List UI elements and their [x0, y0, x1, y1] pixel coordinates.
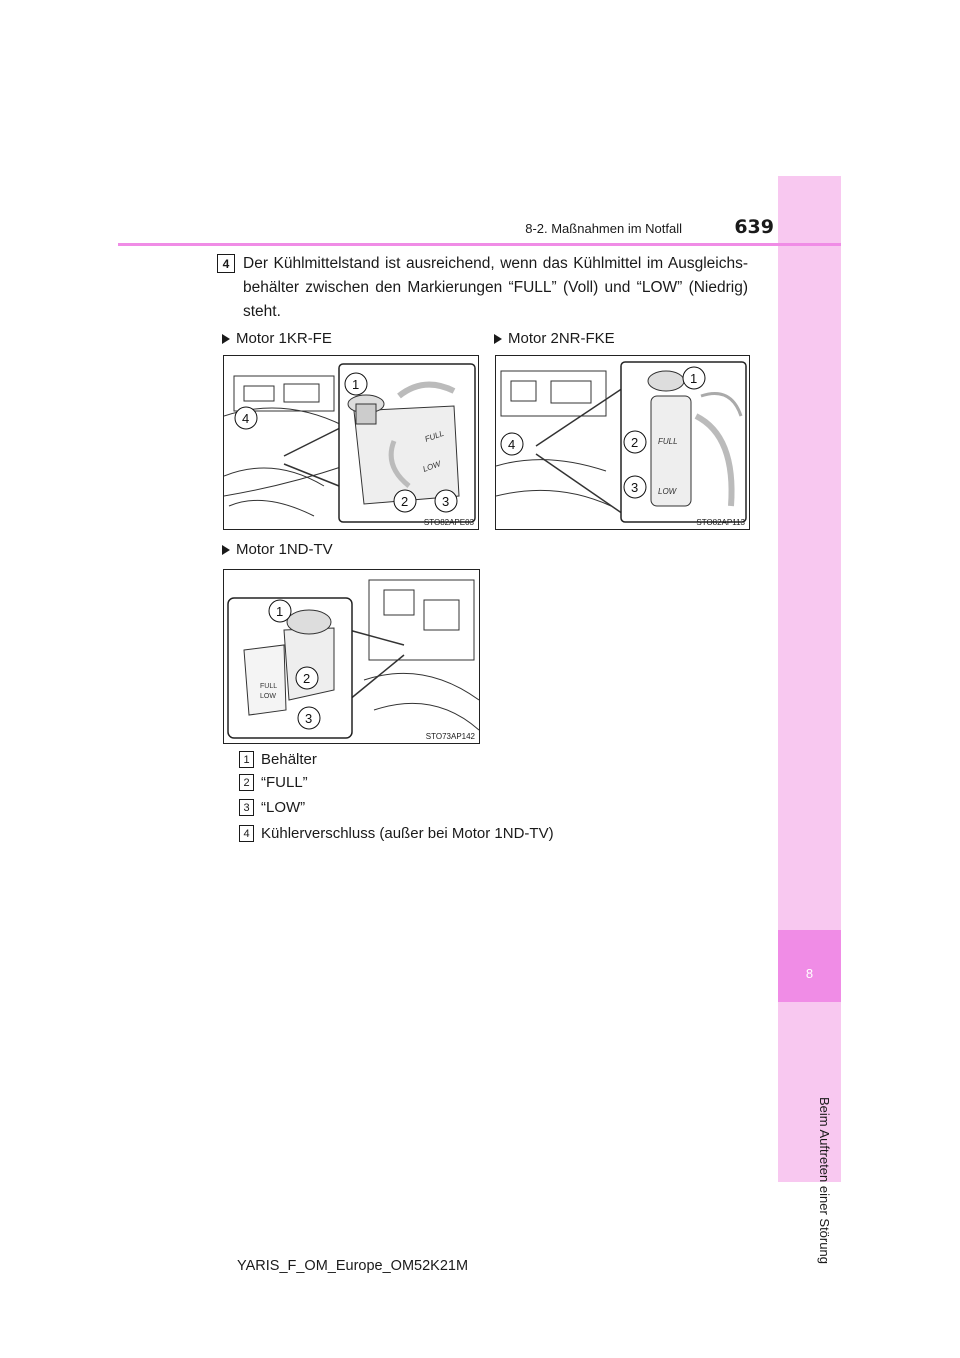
document-code: YARIS_F_OM_Europe_OM52K21M [237, 1258, 469, 1274]
legend-text: Kühlerverschluss (außer bei Motor 1ND-TV) [261, 825, 554, 842]
page-number: 639 [734, 216, 774, 238]
low-mark: LOW [421, 459, 442, 474]
triangle-bullet-icon [222, 545, 230, 555]
callout-1: 1 [276, 604, 284, 619]
chapter-number: 8 [805, 966, 814, 981]
legend-text: “LOW” [261, 799, 306, 816]
figure-heading-text: Motor 1KR-FE [236, 330, 332, 347]
step-text: Der Kühlmittelstand ist ausreichend, wenn das Kühlmittel im Ausgleichs-behälter zwischen den Markierungen “FULL” (Voll) und “LOW” (Niedrig) steht. [243, 255, 748, 320]
callout-2: 2 [401, 494, 409, 509]
figure-code: STO82APE03 [423, 518, 474, 527]
step-number-badge: 4 [217, 254, 235, 273]
legend-text: Behälter [261, 751, 317, 768]
legend-item [239, 774, 308, 791]
engine-illustration-1kr [223, 355, 479, 530]
callout-3: 3 [305, 711, 313, 726]
header-section-title: 8-2. Maßnahmen im Notfall [525, 221, 682, 236]
legend-item [239, 799, 305, 816]
callout-3: 3 [442, 494, 450, 509]
full-mark: FULL [260, 683, 278, 690]
callout-3: 3 [631, 480, 639, 495]
triangle-bullet-icon [222, 334, 230, 344]
callout-4: 4 [508, 437, 516, 452]
callout-2: 2 [303, 671, 311, 686]
low-mark: LOW [658, 487, 677, 496]
figure-heading-1nd [222, 541, 333, 558]
figure-heading-text: Motor 2NR-FKE [508, 330, 615, 347]
callout-1: 1 [352, 377, 360, 392]
legend-number: 2 [239, 774, 254, 791]
legend-number: 3 [239, 799, 254, 816]
legend-number: 1 [239, 751, 254, 768]
low-mark: LOW [260, 693, 276, 700]
header-divider [118, 243, 841, 246]
legend-text: “FULL” [261, 774, 308, 791]
triangle-bullet-icon [494, 334, 502, 344]
callout-2: 2 [631, 435, 639, 450]
legend-number: 4 [239, 825, 254, 842]
figure-heading-2nr [494, 330, 615, 347]
figure-heading-1kr [222, 330, 332, 347]
figure-code: STO82AP113 [696, 518, 745, 527]
callout-4: 4 [242, 411, 250, 426]
callout-1: 1 [690, 371, 698, 386]
full-mark: FULL [658, 437, 678, 446]
figure-heading-text: Motor 1ND-TV [236, 541, 333, 558]
engine-illustration-1nd [223, 569, 480, 744]
legend-item [239, 825, 554, 842]
figure-code: STO73AP142 [425, 732, 475, 741]
full-mark: FULL [423, 428, 446, 444]
legend-item [239, 751, 317, 768]
engine-illustration-2nr [495, 355, 750, 530]
chapter-title: Beim Auftreten einer Störung [817, 1096, 832, 1264]
